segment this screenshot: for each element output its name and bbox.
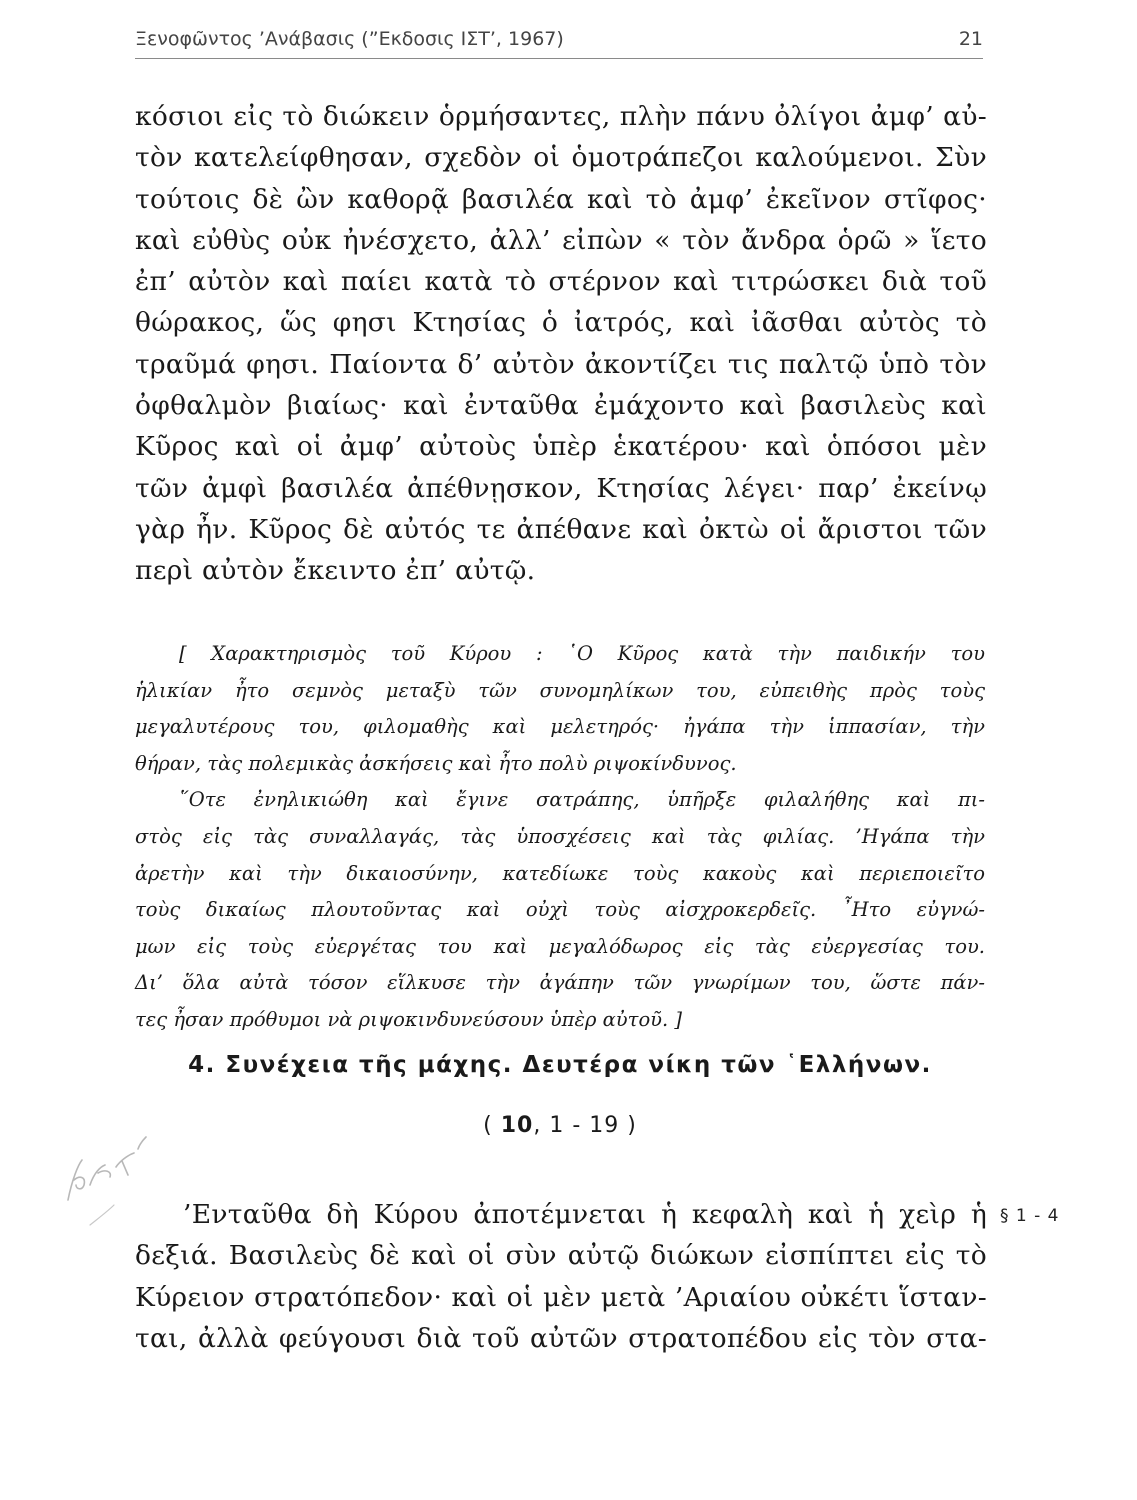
text-line: Κῦρος καὶ οἱ ἀμφ’ αὐτοὺς ὑπὲρ ἑκατέρου· καὶ ὁπόσοι μὲν (135, 431, 987, 463)
ref-book: 10 (500, 1113, 534, 1138)
text-line: τὸν κατελείφθησαν, σχεδὸν οἱ ὁμοτράπεζοι καλούμενοι. Σὺν (135, 142, 987, 174)
note-line: τες ἦσαν πρόθυμοι νὰ ριψοκινδυνεύσουν ὑπὲρ αὐτοῦ. ] (135, 1007, 683, 1031)
text-line: ἐπ’ αὐτὸν καὶ παίει κατὰ τὸ στέρνον καὶ τιτρώσκει διὰ τοῦ (135, 266, 987, 298)
second-text-block (135, 1194, 987, 1359)
note-line: θήραν, τὰς πολεμικὰς ἀσκήσεις καὶ ἦτο πολὺ ριψοκίνδυνος. (135, 751, 737, 775)
text-line: καὶ εὐθὺς οὐκ ἠνέσχετο, ἀλλ’ εἰπὼν « τὸν ἄνδρα ὁρῶ » ἵετο (135, 224, 987, 256)
ref-range: , 1 - 19 (533, 1113, 620, 1138)
commentary-note (135, 636, 985, 1039)
note-line: [ Χαρακτηρισμὸς τοῦ Κύρου : ῾Ο Κῦρος κατὰ τὴν παιδικήν του (179, 642, 985, 665)
text-line: θώρακος, ὥς φησι Κτησίας ὁ ἰατρός, καὶ ἰᾶσθαι αὐτὸς τὸ (135, 307, 987, 339)
note-line: μεγαλυτέρους του, φιλομαθὴς καὶ μελετηρός· ἠγάπα τὴν ἱππασίαν, τὴν (135, 715, 985, 739)
note-line: τοὺς δικαίως πλουτοῦντας καὶ οὐχὶ τοὺς αἰσχροκερδεῖς. ῏Ητο εὐγνώ- (135, 898, 985, 922)
page-number: 21 (958, 28, 983, 50)
text-line: δεξιά. Βασιλεὺς δὲ καὶ οἱ σὺν αὐτῷ διώκων εἰσπίπτει εἰς τὸ (135, 1240, 987, 1272)
text-line: Κύρειον στρατόπεδον· καὶ οἱ μὲν μετὰ ’Αριαίου οὐκέτι ἵσταν- (135, 1281, 987, 1313)
ref-open: ( (483, 1113, 493, 1138)
text-line: κόσιοι εἰς τὸ διώκειν ὁρμήσαντες, πλὴν πάνυ ὀλίγοι ἀμφ’ αὐ- (135, 101, 987, 132)
text-line: τραῦμά φησι. Παίοντα δ’ αὐτὸν ἀκοντίζει τις παλτῷ ὑπὸ τὸν (135, 348, 987, 380)
note-line: ῞Οτε ἐνηλικιώθη καὶ ἔγινε σατράπης, ὑπῆρξε φιλαλήθης καὶ πι- (179, 788, 985, 812)
text-line: ’Ενταῦθα δὴ Κύρου ἀποτέμνεται ἡ κεφαλὴ καὶ ἡ χεὶρ ἡ (183, 1199, 987, 1230)
note-line: Δι’ ὅλα αὐτὰ τόσον εἵλκυσε τὴν ἀγάπην τῶν γνωρίμων του, ὥστε πάν- (135, 971, 985, 995)
text-line: ται, ἀλλὰ φεύγουσι διὰ τοῦ αὐτῶν στρατοπέδου εἰς τὸν στα- (135, 1322, 987, 1354)
main-text-block (135, 96, 987, 592)
header-title: Ξενοφῶντος ’Ανάβασις (”Εκδοσις ΙΣΤ’, 1967) (135, 28, 564, 50)
note-line: ἡλικίαν ἦτο σεμνὸς μεταξὺ τῶν συνομηλίκων του, εὐπειθὴς πρὸς τοὺς (135, 678, 985, 702)
note-line: μων εἰς τοὺς εὐεργέτας του καὶ μεγαλόδωρος εἰς τὰς εὐεργεσίας του. (135, 934, 985, 958)
text-line: περὶ αὐτὸν ἔκειντο ἐπ’ αὐτῷ. (135, 555, 536, 587)
text-line: ὀφθαλμὸν βιαίως· καὶ ἐνταῦθα ἐμάχοντο καὶ βασιλεὺς καὶ (135, 390, 987, 422)
section-heading: 4. Συνέχεια τῆς μάχης. Δευτέρα νίκη τῶν ῾Ελλήνων. (188, 1052, 932, 1078)
text-line: τούτοις δὲ ὢν καθορᾷ βασιλέα καὶ τὸ ἀμφ’ ἐκεῖνον στῖφος· (135, 183, 987, 215)
note-line: ἀρετὴν καὶ τὴν δικαιοσύνην, κατεδίωκε τοὺς κακοὺς καὶ περιεποιεῖτο (135, 861, 985, 885)
text-line: τῶν ἀμφὶ βασιλέα ἀπέθνῃσκον, Κτησίας λέγει· παρ’ ἐκείνῳ (135, 472, 987, 504)
section-reference (135, 1113, 985, 1138)
margin-paragraph-ref: § 1 - 4 (1000, 1206, 1060, 1226)
note-line: στὸς εἰς τὰς συναλλαγάς, τὰς ὑποσχέσεις καὶ τὰς φιλίας. ’Ηγάπα τὴν (135, 824, 985, 848)
running-header (135, 22, 983, 59)
ref-close: ) (627, 1113, 637, 1138)
text-line: γὰρ ἦν. Κῦρος δὲ αὐτός τε ἀπέθανε καὶ ὀκτὼ οἱ ἄριστοι τῶν (135, 513, 987, 545)
